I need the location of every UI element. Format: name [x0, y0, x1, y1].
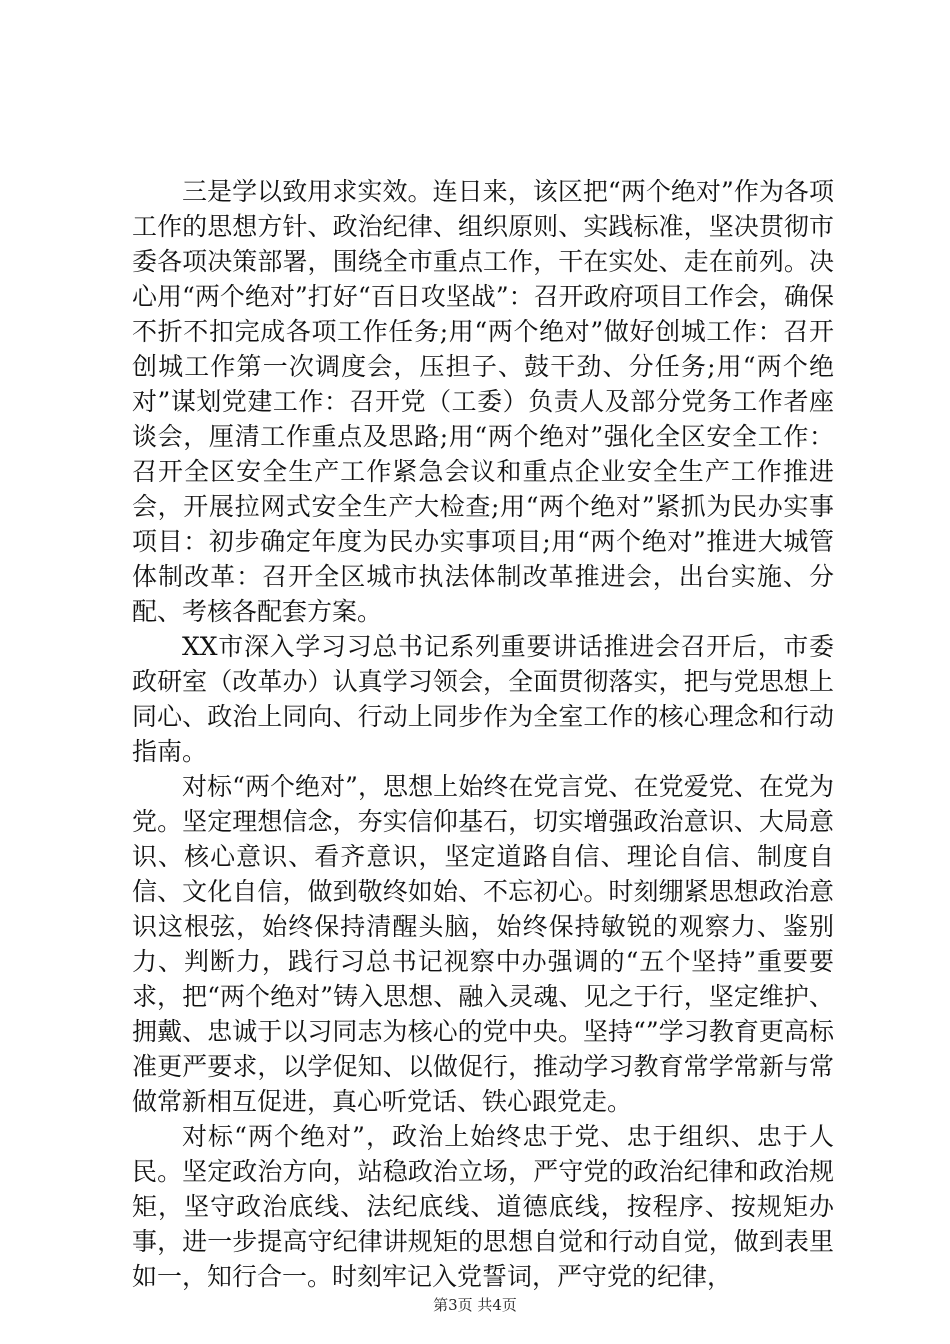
document-body: [132, 174, 834, 1294]
paragraph-1: 三是学以致用求实效。连日来，该区把“两个绝对”作为各项工作的思想方针、政治纪律、组织原则、实践标准，坚决贯彻市委各项决策部署，围绕全市重点工作，干在实处、走在前列。决心用“两个绝对”打好“百日攻坚战”：召开政府项目工作会，确保不折不扣完成各项工作任务;用“两个绝对”做好创城工作：召开创城工作第一次调度会，压担子、鼓干劲、分任务;用“两个绝对”谋划党建工作：召开党（工委）负责人及部分党务工作者座谈会，厘清工作重点及思路;用“两个绝对”强化全区安全工作：召开全区安全生产工作紧急会议和重点企业安全生产工作推进会，开展拉网式安全生产大检查;用“两个绝对”紧抓为民办实事项目：初步确定年度为民办实事项目;用“两个绝对”推进大城管体制改革：召开全区城市执法体制改革推进会，出台实施、分配、考核各配套方案。: [132, 177, 834, 626]
page-footer: [0, 1295, 950, 1315]
page-number-label: 第3页 共4页: [433, 1296, 517, 1314]
paragraph-3: 对标“两个绝对”，思想上始终在党言党、在党爱党、在党为党。坚定理想信念，夯实信仰基石，切实增强政治意识、大局意识、核心意识、看齐意识，坚定道路自信、理论自信、制度自信、文化自信，做到敬终如始、不忘初心。时刻绷紧思想政治意识这根弦，始终保持清醒头脑，始终保持敏锐的观察力、鉴别力、判断力，践行习总书记视察中办强调的“五个坚持”重要要求，把“两个绝对”铸入思想、融入灵魂、见之于行，坚定维护、拥戴、忠诚于以习同志为核心的党中央。坚持“”学习教育更高标准更严要求，以学促知、以做促行，推动学习教育常学常新与常做常新相互促进，真心听党话、铁心跟党走。: [132, 772, 834, 1116]
paragraph-2: XX市深入学习习总书记系列重要讲话推进会召开后，市委政研室（改革办）认真学习领会，全面贯彻落实，把与党思想上同心、政治上同向、行动上同步作为全室工作的核心理念和行动指南。: [132, 632, 834, 766]
paragraph-4: 对标“两个绝对”，政治上始终忠于党、忠于组织、忠于人民。坚定政治方向，站稳政治立场，严守党的政治纪律和政治规矩，坚守政治底线、法纪底线、道德底线，按程序、按规矩办事，进一步提高守纪律讲规矩的思想自觉和行动自觉，做到表里如一，知行合一。时刻牢记入党誓词，严守党的纪律，: [132, 1122, 834, 1291]
